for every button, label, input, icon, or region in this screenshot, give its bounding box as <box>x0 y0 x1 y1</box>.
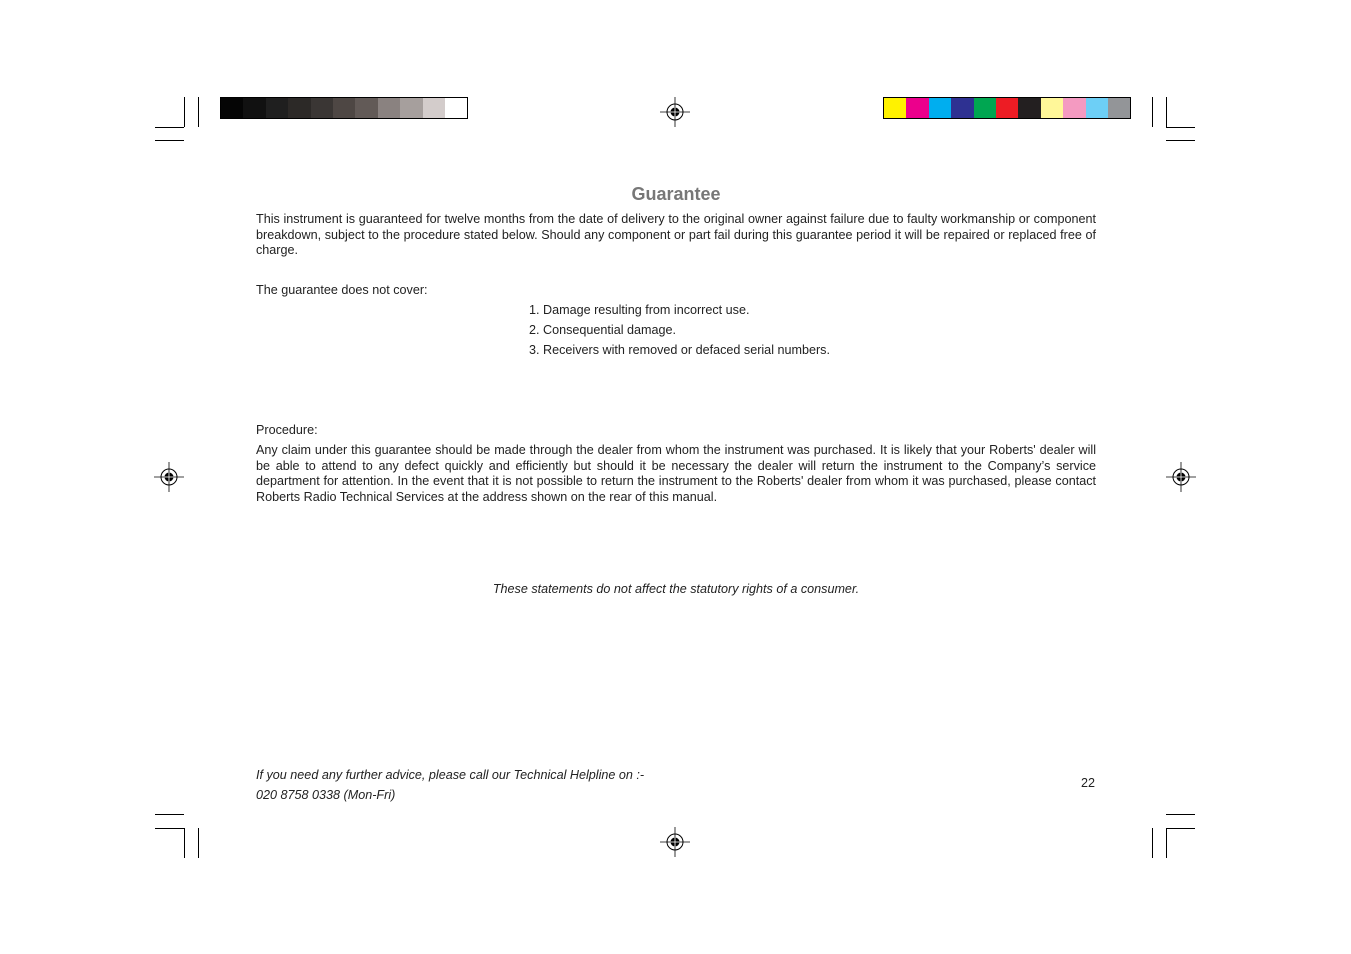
registration-mark-icon <box>660 827 690 857</box>
gray-swatch <box>311 98 333 118</box>
gray-swatch <box>400 98 422 118</box>
crop-mark-bottom-right-h <box>1166 828 1195 829</box>
color-swatch <box>996 98 1018 118</box>
crop-mark-top-right-h2 <box>1166 140 1195 141</box>
crop-mark-top-right-h <box>1166 127 1195 128</box>
gray-swatch <box>445 98 467 118</box>
crop-mark-bottom-left-v2 <box>198 828 199 858</box>
color-swatch <box>974 98 996 118</box>
crop-mark-top-right-v <box>1166 97 1167 127</box>
procedure-heading: Procedure: <box>256 423 318 437</box>
crop-mark-bottom-right-v <box>1166 828 1167 858</box>
list-item: 3. Receivers with removed or defaced serial numbers. <box>529 343 830 357</box>
crop-mark-bottom-right-h2 <box>1166 814 1195 815</box>
gray-swatch <box>378 98 400 118</box>
grayscale-color-bar <box>220 97 468 119</box>
list-item: 1. Damage resulting from incorrect use. <box>529 303 750 317</box>
crop-mark-top-left-h2 <box>155 140 184 141</box>
gray-swatch <box>243 98 265 118</box>
color-swatch <box>1018 98 1040 118</box>
color-swatch <box>1108 98 1130 118</box>
helpline-number: 020 8758 0338 (Mon-Fri) <box>256 788 396 802</box>
gray-swatch <box>288 98 310 118</box>
page-title: Guarantee <box>631 184 721 204</box>
crop-mark-top-left-v2 <box>198 97 199 127</box>
color-swatch <box>1063 98 1085 118</box>
page-number: 22 <box>1080 776 1095 790</box>
crop-mark-bottom-left-v <box>184 828 185 858</box>
gray-swatch <box>423 98 445 118</box>
guarantee-intro: This instrument is guaranteed for twelve months from the date of delivery to the original owner against failure due to faulty workmanship or component breakdown, subject to the procedure stated below. Should any component or part fail during this guarantee period it will be repaired or replaced free of charge. <box>256 212 1096 257</box>
registration-mark-icon <box>154 462 184 492</box>
crop-mark-bottom-left-h2 <box>155 814 184 815</box>
procedure-text: Any claim under this guarantee should be made through the dealer from whom the instrument was purchased. It is likely that your Roberts' dealer will be able to attend to any defect quickly and efficiently but should it be necessary the dealer will return the instrument to the Company’s service department for attention. In the event that it is not possible to return the instrument to the Roberts' dealer from whom it was purchased, please contact Roberts Radio Technical Services at the address shown on the rear of this manual. <box>256 443 1096 504</box>
list-item: 2. Consequential damage. <box>529 323 677 337</box>
gray-swatch <box>221 98 243 118</box>
color-swatch <box>906 98 928 118</box>
process-color-bar <box>883 97 1131 119</box>
color-swatch <box>951 98 973 118</box>
statutory-note: These statements do not affect the statutory rights of a consumer. <box>492 582 860 596</box>
color-swatch <box>1041 98 1063 118</box>
helpline-text: If you need any further advice, please call our Technical Helpline on :- <box>256 768 645 782</box>
color-swatch <box>884 98 906 118</box>
crop-mark-bottom-left-h <box>155 828 184 829</box>
registration-mark-icon <box>1166 462 1196 492</box>
gray-swatch <box>266 98 288 118</box>
registration-mark-icon <box>660 97 690 127</box>
crop-mark-top-left-v <box>184 97 185 127</box>
color-swatch <box>929 98 951 118</box>
gray-swatch <box>333 98 355 118</box>
exclusions-list <box>529 303 830 363</box>
crop-mark-bottom-right-v2 <box>1152 828 1153 858</box>
crop-mark-top-left-h <box>155 127 184 128</box>
color-swatch <box>1086 98 1108 118</box>
not-cover-heading: The guarantee does not cover: <box>256 283 428 297</box>
gray-swatch <box>355 98 377 118</box>
crop-mark-top-right-v2 <box>1152 97 1153 127</box>
